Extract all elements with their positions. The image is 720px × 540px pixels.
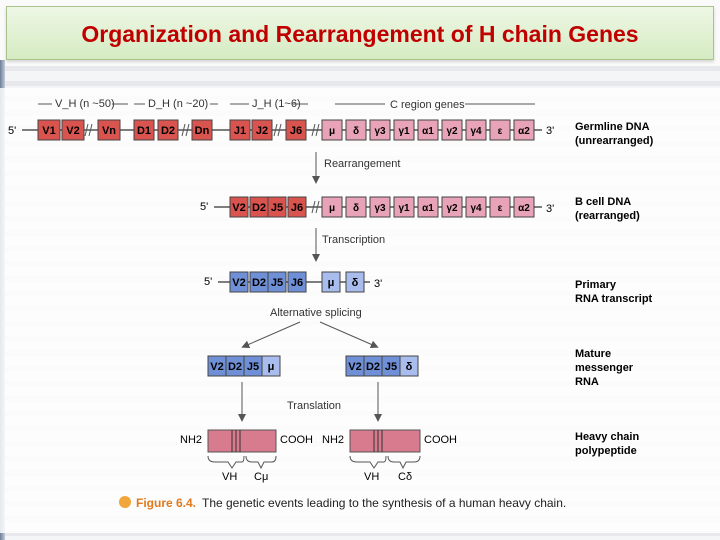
germline-d-3-label: Dn xyxy=(194,125,210,137)
protein-left-cooh: COOH xyxy=(280,434,313,446)
protein-label-1: Heavy chain xyxy=(575,431,640,443)
mrna-left-segments xyxy=(208,356,280,376)
splicing-label: Alternative splicing xyxy=(270,307,362,319)
transcription-label: Transcription xyxy=(322,234,386,246)
mrna-right-1-label: V2 xyxy=(348,361,362,373)
mrna-left-3-label: J5 xyxy=(246,361,260,373)
bcell-vdj-4-label: J6 xyxy=(290,202,304,214)
primary-seg-3-label: J5 xyxy=(270,277,284,289)
primary-5prime: 5' xyxy=(204,276,213,288)
bcell-vdj-3-label: J5 xyxy=(270,202,284,214)
protein-right-nh2: NH2 xyxy=(322,434,345,446)
germline-3prime: 3' xyxy=(546,125,555,137)
primary-seg-2-label: D2 xyxy=(251,277,267,289)
germline-v-2-label: V2 xyxy=(66,125,80,137)
germline-v-1-label: V1 xyxy=(42,125,56,137)
protein-left-vh: VH xyxy=(222,471,238,483)
bcell-c-1-label: μ xyxy=(328,203,336,214)
mrna-right-2-label: D2 xyxy=(365,361,381,373)
germline-label-2: (unrearranged) xyxy=(575,135,654,147)
mrna-left-4-label: μ xyxy=(267,361,275,373)
primary-3prime: 3' xyxy=(374,278,383,290)
protein-left-nh2: NH2 xyxy=(180,434,203,446)
protein-left-c: Cμ xyxy=(254,471,269,483)
bcell-3prime: 3' xyxy=(546,203,555,215)
germline-segments xyxy=(38,120,534,140)
bcell-label-1: B cell DNA xyxy=(575,196,632,208)
germline-d-1-label: D1 xyxy=(136,125,152,137)
bcell-c-8-label: ε xyxy=(497,203,503,214)
germline-c-2-label: δ xyxy=(352,126,360,137)
bcell-c-9-label: α2 xyxy=(518,203,530,214)
protein-right-bar xyxy=(350,430,420,452)
rearrangement-label: Rearrangement xyxy=(324,158,401,170)
dh-group-label: D_H (n ~20) xyxy=(148,98,209,110)
germline-c-6-label: γ2 xyxy=(446,126,458,137)
mrna-left-2-label: D2 xyxy=(227,361,243,373)
translation-label: Translation xyxy=(287,400,342,412)
mrna-right-segments xyxy=(346,356,418,376)
c-region-label: C region genes xyxy=(390,99,465,111)
germline-c-9-label: α2 xyxy=(518,126,530,137)
germline-c-8-label: ε xyxy=(497,126,503,137)
bcell-vdj-1-label: V2 xyxy=(232,202,246,214)
slide-title: Organization and Rearrangement of H chain Genes xyxy=(81,21,639,47)
bcell-c-2-label: δ xyxy=(352,203,360,214)
mrna-label-3: RNA xyxy=(575,376,599,388)
mrna-right-4-label: δ xyxy=(405,361,413,373)
primary-c-2-label: δ xyxy=(351,277,359,289)
germline-c-7-label: γ4 xyxy=(470,126,482,137)
germline-d-2-label: D2 xyxy=(160,125,176,137)
figure-bullet-icon xyxy=(119,496,131,508)
bcell-c-6-label: γ2 xyxy=(446,203,458,214)
protein-right-c: Cδ xyxy=(398,471,413,483)
protein-left-bar xyxy=(208,430,276,452)
bcell-c-4-label: γ1 xyxy=(398,203,410,214)
germline-j-1-label: J1 xyxy=(233,125,247,137)
protein-right-cooh: COOH xyxy=(424,434,457,446)
protein-right-vh: VH xyxy=(364,471,380,483)
germline-label-1: Germline DNA xyxy=(575,121,650,133)
figure-caption: The genetic events leading to the synthesis of a human heavy chain. xyxy=(202,496,567,510)
mrna-label-1: Mature xyxy=(575,348,612,360)
primary-label-2: RNA transcript xyxy=(575,293,653,305)
jh-group-label: J_H (1~6) xyxy=(252,98,301,110)
primary-seg-1-label: V2 xyxy=(232,277,246,289)
germline-j-3-label: J6 xyxy=(289,125,303,137)
primary-c-1-label: μ xyxy=(327,277,335,289)
primary-label-1: Primary xyxy=(575,279,616,291)
mrna-right-3-label: J5 xyxy=(384,361,398,373)
figure-number: Figure 6.4. xyxy=(136,496,197,510)
germline-j-2-label: J2 xyxy=(255,125,269,137)
primary-seg-4-label: J6 xyxy=(290,277,304,289)
germline-headers xyxy=(38,98,535,111)
germline-c-1-label: μ xyxy=(328,126,336,137)
germline-c-4-label: γ1 xyxy=(398,126,410,137)
bcell-label-2: (rearranged) xyxy=(575,210,640,222)
germline-c-3-label: γ3 xyxy=(374,126,386,137)
germline-5prime: 5' xyxy=(8,125,17,137)
mrna-label-2: messenger xyxy=(575,362,634,374)
vh-group-label: V_H (n ~50) xyxy=(55,98,115,110)
protein-label-2: polypeptide xyxy=(575,445,637,457)
germline-c-5-label: α1 xyxy=(422,126,434,137)
germline-v-3-label: Vn xyxy=(101,125,117,137)
mrna-left-1-label: V2 xyxy=(210,361,224,373)
bcell-5prime: 5' xyxy=(200,201,209,213)
bcell-c-3-label: γ3 xyxy=(374,203,386,214)
bcell-c-7-label: γ4 xyxy=(470,203,482,214)
bcell-c-5-label: α1 xyxy=(422,203,434,214)
bcell-vdj-2-label: D2 xyxy=(251,202,267,214)
